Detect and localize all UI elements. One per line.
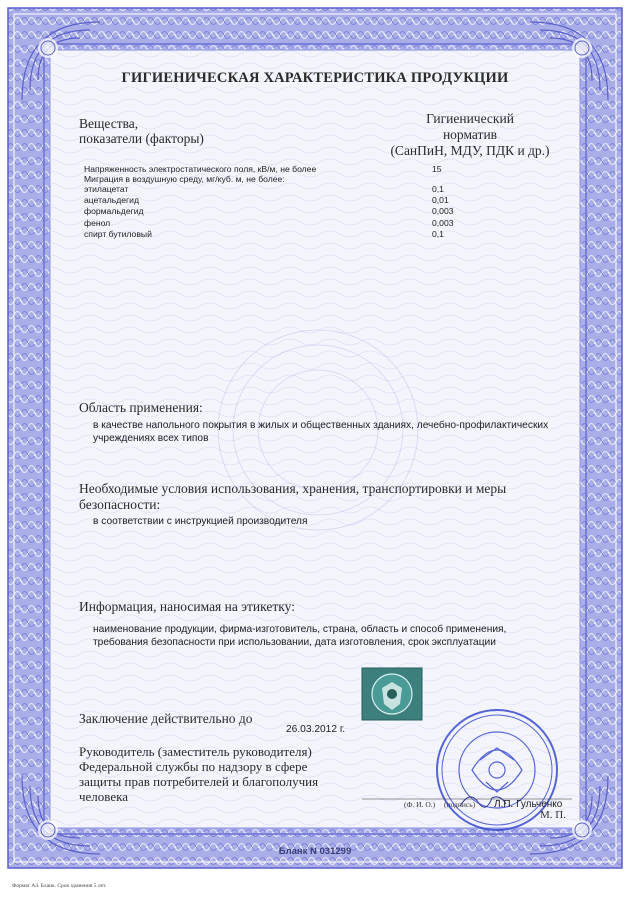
row-value: 0,1 xyxy=(432,229,444,239)
validity-label: Заключение действительно до xyxy=(79,711,253,726)
row-value: 0,01 xyxy=(432,195,449,205)
stamp-place-mark: М. П. xyxy=(540,809,566,821)
validity-date: 26.03.2012 г. xyxy=(286,724,346,735)
row-value: 0,003 xyxy=(432,218,454,228)
row-name: фенол xyxy=(84,218,111,228)
label-info-heading: Информация, наносимая на этикетку: xyxy=(79,599,295,614)
scope-text: в качестве напольного покрытия в жилых и общественных зданиях, лечебно-профилактических учреждениях всех типов xyxy=(93,420,549,444)
row-name: Напряженность электростатического поля, кВ/м, не более xyxy=(84,164,317,174)
label-info-text: наименование продукции, фирма-изготовитель, страна, область и способ применения, требования безопасности при использовании, дата изготовления, срок эксплуатации xyxy=(93,624,507,648)
signatory-name: Л.П. Гульченко xyxy=(494,799,563,810)
norm-heading-line3: (СанПиН, МДУ, ПДК и др.) xyxy=(390,143,550,158)
format-note: Формат А4. Бланк. Срок хранения 5 лет. xyxy=(12,883,107,889)
norm-heading xyxy=(370,111,570,159)
hologram-emblem-icon xyxy=(362,668,422,720)
row-value: 15 xyxy=(432,164,442,174)
signature-line1: Руководитель (заместитель руководителя) xyxy=(79,744,312,759)
row-name: этилацетат xyxy=(84,184,129,194)
form-number: Бланк N 031299 xyxy=(278,846,352,857)
row-name: спирт бутиловый xyxy=(84,229,152,239)
norm-heading-line2: норматив xyxy=(442,127,498,142)
signature-line4: человека xyxy=(79,789,129,804)
row-name: Миграция в воздушную среду, мг/куб. м, не более: xyxy=(84,174,285,184)
document-title: ГИГИЕНИЧЕСКАЯ ХАРАКТЕРИСТИКА ПРОДУКЦИИ xyxy=(121,70,509,86)
norm-heading-line1: Гигиенический xyxy=(426,111,514,126)
row-value: 0,003 xyxy=(432,206,454,216)
signature-caption: (подпись) xyxy=(444,800,476,809)
conditions-heading-line2: безопасности: xyxy=(79,497,161,512)
signature-line3: защиты прав потребителей и благополучия xyxy=(79,774,319,789)
row-name: формальдегид xyxy=(84,206,144,216)
substances-heading-line2: показатели (факторы) xyxy=(79,131,204,146)
scope-heading: Область применения: xyxy=(79,400,203,415)
fio-caption: (Ф. И. О.) xyxy=(404,800,436,809)
substances-heading-line1: Вещества, xyxy=(79,116,139,131)
row-name: ацетальдегид xyxy=(84,195,139,205)
conditions-text: в соответствии с инструкцией производителя xyxy=(93,516,308,527)
row-value: 0,1 xyxy=(432,184,444,194)
conditions-heading-line1: Необходимые условия использования, хранения, транспортировки и меры xyxy=(79,481,507,496)
signature-line2: Федеральной службы по надзору в сфере xyxy=(79,759,308,774)
